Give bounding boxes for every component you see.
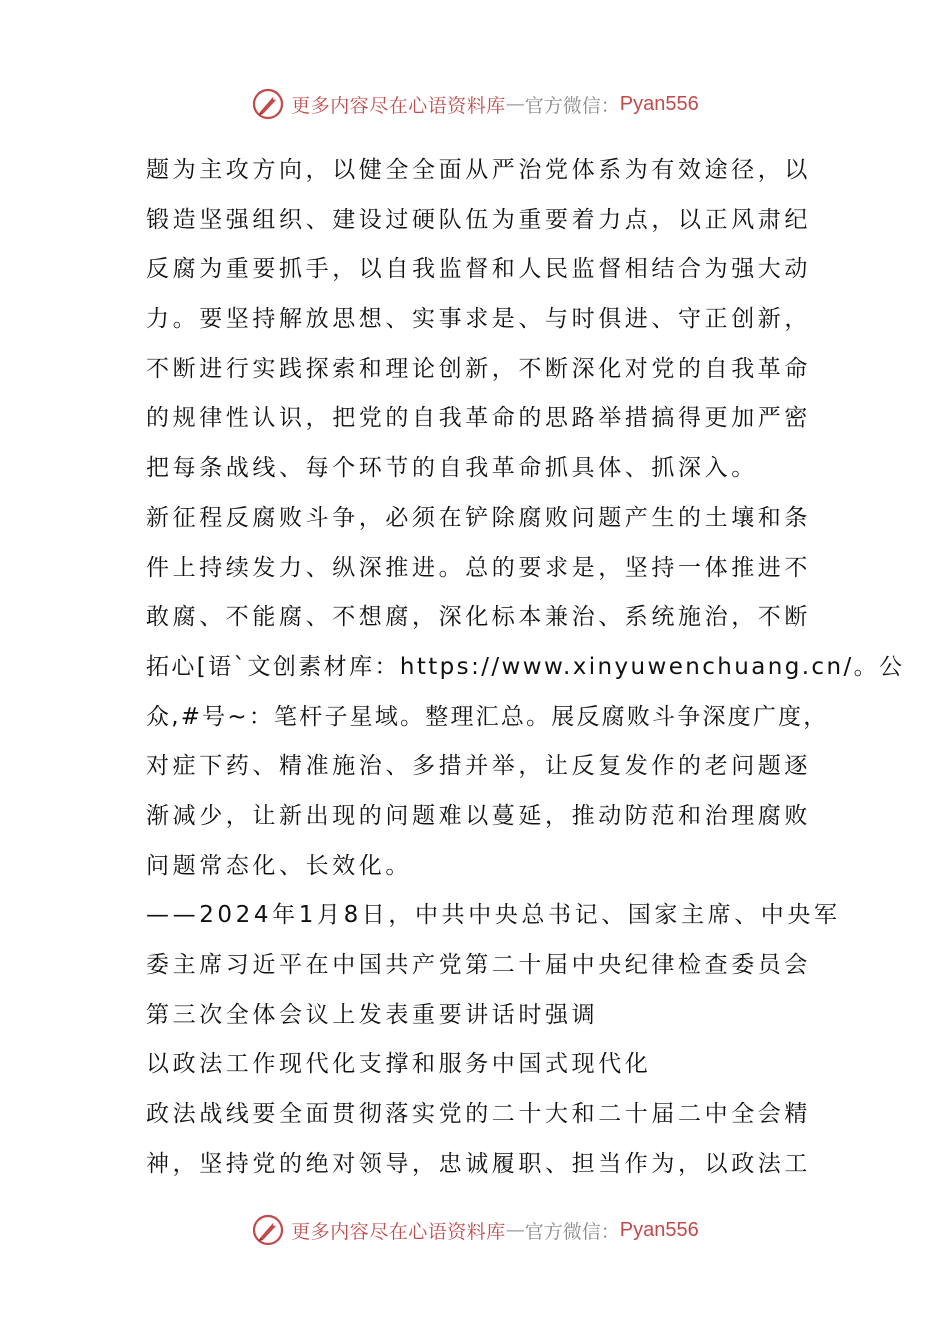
header-brand-text: 更多内容尽在心语资料库 [291, 94, 506, 117]
footer-wechat-id: Pyan556 [619, 1218, 699, 1241]
text-line: 不断进行实践探索和理论创新，不断深化对党的自我革命 [146, 355, 811, 382]
footer-brand-text: 更多内容尽在心语资料库 [291, 1220, 506, 1243]
text-line: 神，坚持党的绝对领导，忠诚履职、担当作为，以政法工 [146, 1150, 811, 1177]
footer-banner [0, 1208, 950, 1252]
text-line: 政法战线要全面贯彻落实党的二十大和二十届二中全会精 [146, 1101, 811, 1128]
text-line: 锻造坚强组织、建设过硬队伍为重要着力点，以正风肃纪 [146, 206, 811, 233]
text-line: ——2024年1月8日，中共中央总书记、国家主席、中央军 [146, 902, 841, 929]
text-line: 的规律性认识，把党的自我革命的思路举措搞得更加严密 [146, 405, 811, 432]
text-line: 第三次全体会议上发表重要讲话时强调 [146, 1001, 599, 1028]
header-separator: — [505, 93, 525, 115]
pen-logo-icon [251, 87, 285, 121]
document-body [146, 146, 905, 1189]
text-line: 众,#号~：笔杆子星域。整理汇总。展反腐败斗争深度广度， [146, 703, 829, 730]
header-banner [0, 82, 950, 126]
text-line: 新征程反腐败斗争，必须在铲除腐败问题产生的土壤和条 [146, 504, 811, 531]
text-line: 把每条战线、每个环节的自我革命抓具体、抓深入。 [146, 455, 758, 482]
text-line: 题为主攻方向，以健全全面从严治党体系为有效途径，以 [146, 157, 811, 183]
section-heading: 以政法工作现代化支撑和服务中国式现代化 [146, 1051, 652, 1078]
text-line: 力。要坚持解放思想、实事求是、与时俱进、守正创新， [146, 306, 811, 333]
text-line: 对症下药、精准施治、多措并举，让反复发作的老问题逐 [146, 753, 811, 780]
pen-logo-icon [251, 1213, 285, 1247]
text-line: 委主席习近平在中国共产党第二十届中央纪律检查委员会 [146, 952, 811, 978]
text-line: 拓心[语`文创素材库：https://www.xinyuwenchuang.cn/。公 [146, 653, 905, 680]
text-line: 件上持续发力、纵深推进。总的要求是，坚持一体推进不 [146, 554, 811, 581]
footer-wechat-label: 官方微信： [524, 1220, 620, 1243]
text-line: 反腐为重要抓手，以自我监督和人民监督相结合为强大动 [146, 256, 811, 283]
footer-separator: — [505, 1219, 525, 1241]
text-line: 渐减少，让新出现的问题难以蔓延，推动防范和治理腐败 [146, 802, 811, 829]
text-line: 问题常态化、长效化。 [146, 852, 412, 879]
header-wechat-label: 官方微信： [524, 94, 620, 117]
header-wechat-id: Pyan556 [619, 92, 699, 115]
text-line: 敢腐、不能腐、不想腐，深化标本兼治、系统施治，不断 [146, 604, 811, 631]
